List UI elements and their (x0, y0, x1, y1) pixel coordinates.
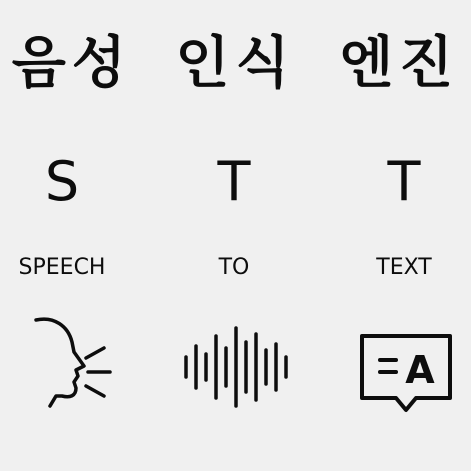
bubble-letter-a: A (405, 348, 435, 392)
letter-t-2: T (387, 150, 421, 213)
word-to: TO (218, 255, 250, 280)
letter-s: S (44, 150, 80, 213)
word-speech: SPEECH (18, 255, 106, 280)
text-speech-bubble-icon (358, 332, 456, 418)
sound-wave-icon (180, 324, 296, 410)
letter-t-1: T (217, 150, 251, 213)
speaking-head-icon (26, 312, 116, 412)
page-title: 음성 인식 엔진 (11, 31, 460, 96)
word-text: TEXT (376, 255, 432, 280)
